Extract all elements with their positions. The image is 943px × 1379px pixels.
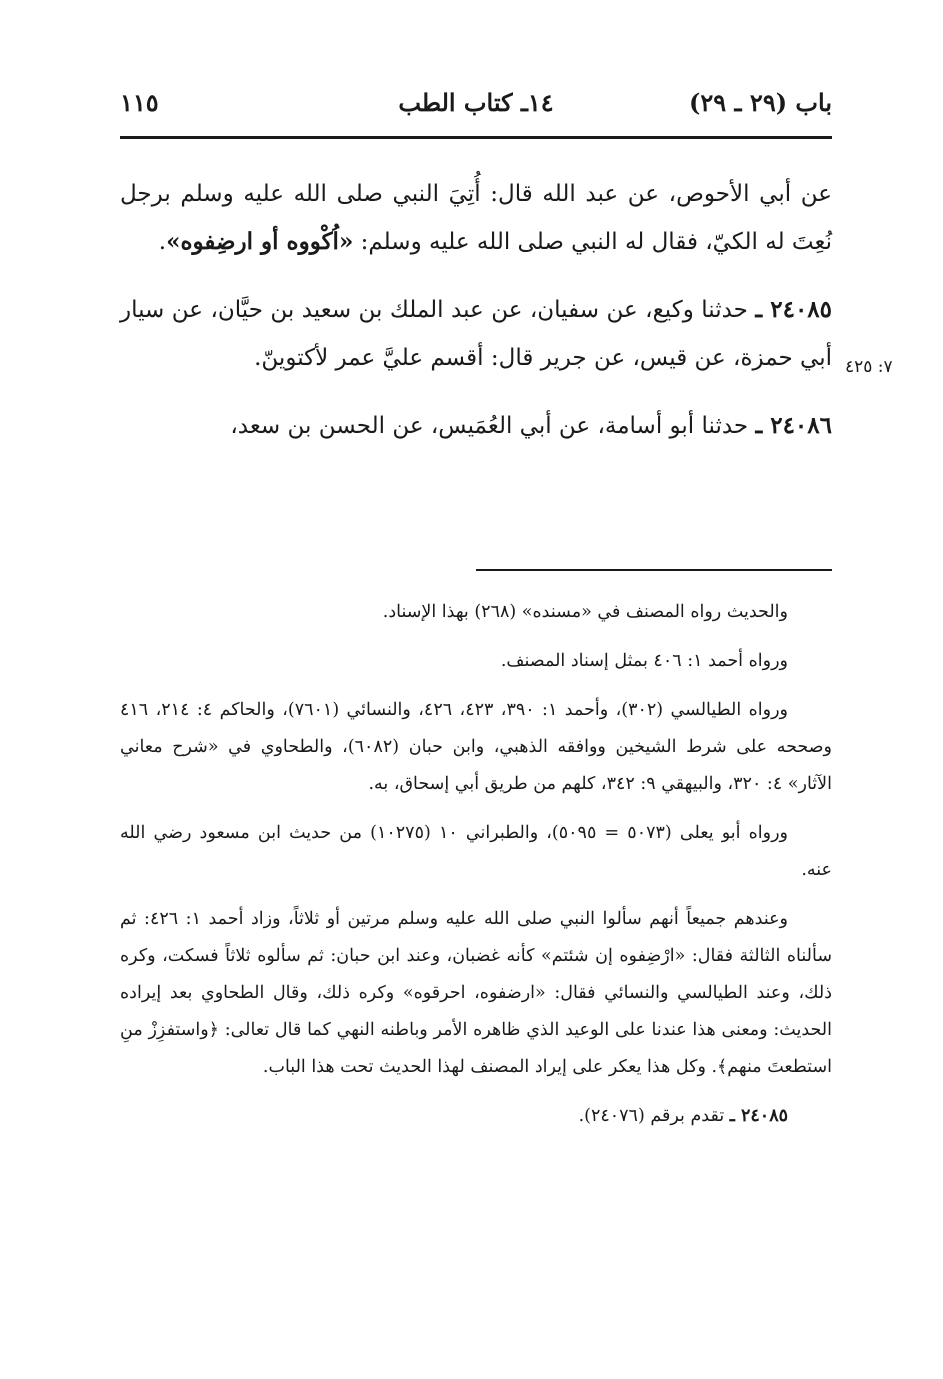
hadith-quote: «اُكْووه أو ارضِفوه» [166,228,354,255]
hadith-text: حدثنا وكيع، عن سفيان، عن عبد الملك بن سعيد بن حيَّان، عن سيار أبي حمزة، عن قيس، عن جرير قال: أقسم عليَّ عمر لأكتوينّ. [120,297,832,371]
hadith-24086 [120,402,832,450]
hadith-number: ٢٤٠٨٥ ـ [755,296,833,323]
hadith-text: حدثنا أبو أسامة، عن أبي العُمَيس، عن الحسن بن سعد، [230,413,756,439]
footnote-paragraph: والحديث رواه المصنف في «مسنده» (٢٦٨) بهذا الإسناد. [382,602,788,622]
hadith-number: ٢٤٠٨٦ ـ [755,412,832,439]
footnote-number: ٢٤٠٨٥ ـ [729,1106,788,1126]
page-number: ١١٥ [120,88,159,117]
footnotes [120,594,832,1147]
page-header [120,88,832,124]
hadith-text: عن أبي الأحوص، عن عبد الله قال: أُتِيَ النبي صلى الله عليه وسلم برجل نُعِتَ له الكيّ، فقال له النبي صلى الله عليه وسلم: [120,181,832,255]
hadith-24085 [120,286,832,382]
book-title: ١٤ـ كتاب الطب [398,88,554,117]
footnote-paragraph: وعندهم جميعاً أنهم سألوا النبي صلى الله عليه وسلم مرتين أو ثلاثاً، وزاد أحمد ١: ٤٢٦: ثم سألناه الثالثة فقال: «ارْضِفوه إن شئتم» كأنه غضبان، وعند ابن حبان: ثم سألوه ثلاثاً فسكت، وكره ذلك، وعند الطيالسي والنسائي فقال: «ارضفوه، احرقوه» وكره ذلك، وقال الطحاوي بعد إيراده الحديث: ومعنى هذا عندنا على الوعيد الذي ظاهره الأمر وباطنه النهي كما قال تعالى: ﴿واستفزِزْ منِ استطعتَ منهم﴾. وكل هذا يعكر على إيراد المصنف لهذا الحديث تحت هذا الباب. [120,909,832,1077]
marginal-reference: ٧: ٤٢٥ [845,357,893,377]
footnote-paragraph: ورواه أبو يعلى (٥٠٧٣ = ٥٠٩٥)، والطبراني ١٠ (١٠٢٧٥) من حديث ابن مسعود رضي الله عنه. [120,823,832,880]
footnote-paragraph: ورواه الطيالسي (٣٠٢)، وأحمد ١: ٣٩٠، ٤٢٣، ٤٢٦، والنسائي (٧٦٠١)، والحاكم ٤: ٢١٤، ٤١٦ وصححه على شرط الشيخين ووافقه الذهبي، وابن حبان (٦٠٨٢)، والطحاوي في «شرح معاني الآثار» ٤: ٣٢٠، والبيهقي ٩: ٣٤٢، كلهم من طريق أبي إسحاق، به. [120,700,832,794]
header-rule [120,136,832,139]
footnote-paragraph: ٢٤٠٨٥ ـ تقدم برقم (٢٤٠٧٦). [578,1106,788,1126]
main-text [120,170,832,450]
hadith-continuation: عن أبي الأحوص، عن عبد الله قال: أُتِيَ النبي صلى الله عليه وسلم برجل نُعِتَ له الكيّ، فقال له النبي صلى الله عليه وسلم: «اُكْووه أو ارضِفوه». [120,181,832,255]
footnote-paragraph: ورواه أحمد ١: ٤٠٦ بمثل إسناد المصنف. [500,651,788,671]
chapter-heading: باب (٢٩ ـ ٢٩) [689,88,832,117]
footnote-separator [476,569,832,571]
